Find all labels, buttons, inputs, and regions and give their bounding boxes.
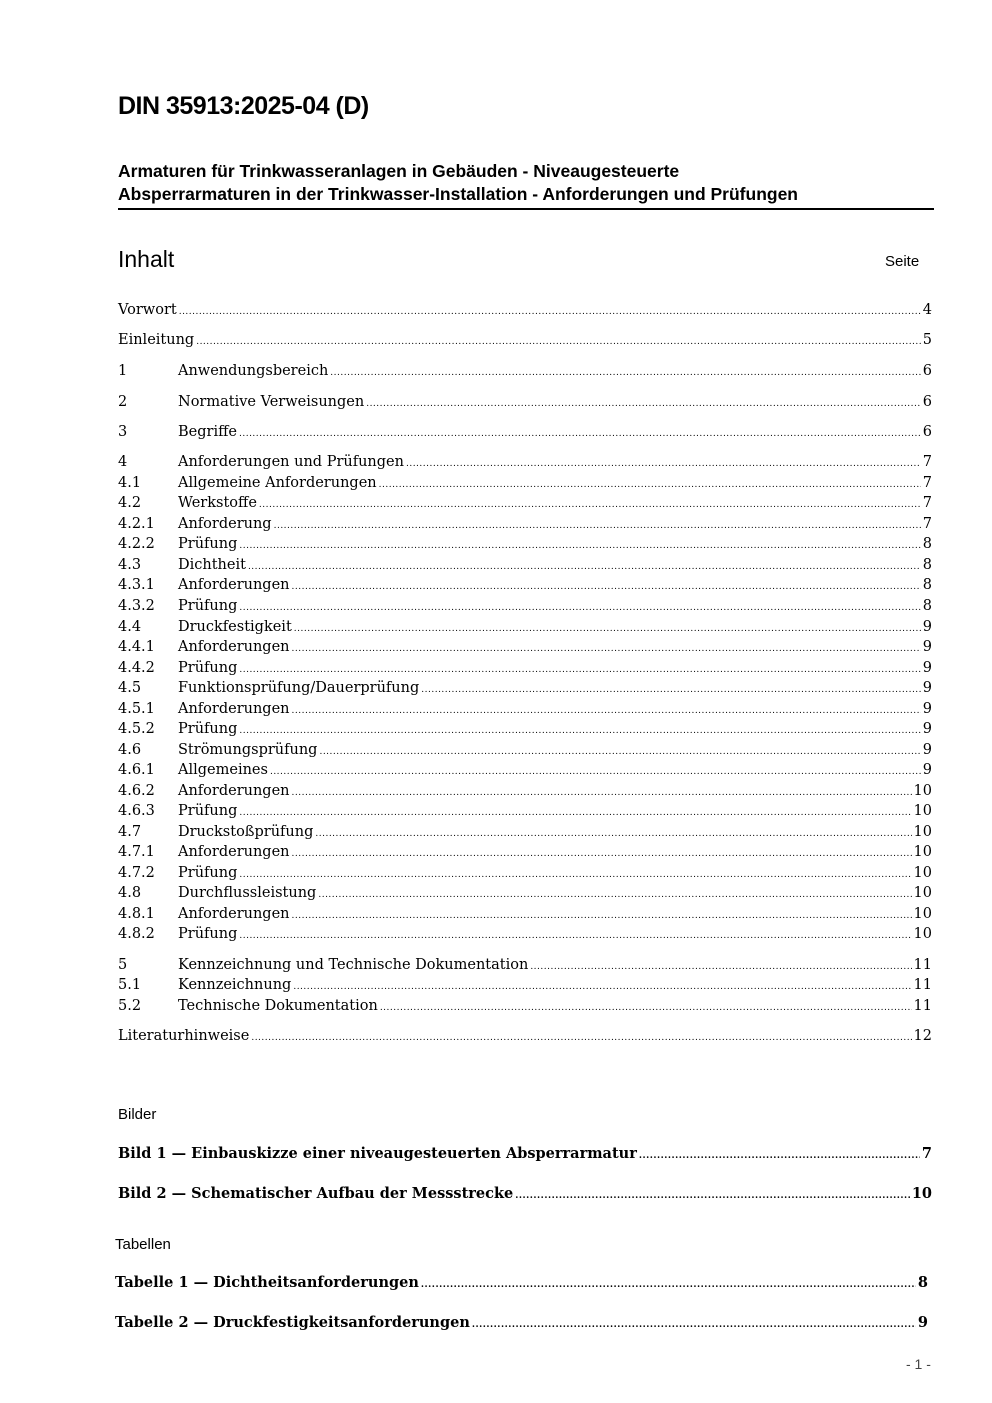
- leader-dots: [530, 962, 911, 972]
- leader-dots: [294, 624, 921, 634]
- toc-entry-title: Anforderungen und Prüfungen: [178, 454, 404, 470]
- leader-dots: [239, 726, 920, 736]
- toc-entry-page: 5: [922, 332, 932, 348]
- toc-entry[interactable]: [118, 516, 932, 536]
- figure-entry[interactable]: [118, 1145, 932, 1165]
- toc-entry[interactable]: [118, 495, 932, 515]
- leader-dots: [239, 931, 911, 941]
- toc-entry[interactable]: [118, 394, 932, 414]
- toc-entry[interactable]: [118, 639, 932, 659]
- toc-entry-number: 5.2: [118, 998, 142, 1014]
- toc-entry[interactable]: [118, 424, 932, 444]
- subtitle-line-1: Armaturen für Trinkwasseranlagen in Gebäuden - Niveaugesteuerte: [118, 161, 680, 181]
- toc-entry[interactable]: [118, 536, 932, 556]
- toc-entry-page: 11: [913, 957, 932, 973]
- leader-dots: [380, 1003, 912, 1013]
- leader-dots: [515, 1191, 910, 1201]
- leader-dots: [239, 541, 920, 551]
- toc-entry[interactable]: [118, 742, 932, 762]
- toc-entry-page: 8: [922, 557, 932, 573]
- toc-entry-number: 4.4.1: [118, 639, 155, 655]
- leader-dots: [196, 337, 921, 347]
- toc-entry-page: 10: [913, 906, 932, 922]
- toc-entry-page: 11: [913, 998, 932, 1014]
- toc-entry[interactable]: [118, 998, 932, 1018]
- toc-entry-page: 7: [922, 516, 932, 532]
- leader-dots: [330, 368, 920, 378]
- toc-entry-page: 10: [913, 824, 932, 840]
- toc-entry[interactable]: [118, 803, 932, 823]
- toc-entry-number: 4.3: [118, 557, 142, 573]
- toc-entry[interactable]: [118, 1028, 932, 1048]
- figure-entry-page: 7: [921, 1145, 932, 1162]
- leader-dots: [239, 429, 921, 439]
- toc-entry[interactable]: [118, 557, 932, 577]
- toc-entry-title: Prüfung: [178, 598, 238, 614]
- toc-entry-title: Prüfung: [178, 721, 238, 737]
- toc-entry-number: 3: [118, 424, 128, 440]
- leader-dots: [406, 459, 921, 469]
- table-entry[interactable]: [115, 1314, 928, 1334]
- leader-dots: [292, 911, 912, 921]
- toc-entry-page: 8: [922, 536, 932, 552]
- toc-page-column-label: Seite: [885, 253, 920, 270]
- toc-entry-title: Anforderungen: [178, 577, 290, 593]
- figure-entry-title: Bild 1 — Einbauskizze einer niveaugesteuerten Absperrarmatur: [118, 1145, 637, 1162]
- subtitle-line-2: Absperrarmaturen in der Trinkwasser-Installation - Anforderungen und Prüfungen: [118, 184, 798, 204]
- toc-entry-page: 11: [913, 977, 932, 993]
- toc-entry[interactable]: [118, 619, 932, 639]
- toc-entry-title: Durchflussleistung: [178, 885, 317, 901]
- toc-entry-title: Anforderungen: [178, 906, 290, 922]
- toc-entry-page: 6: [922, 424, 932, 440]
- toc-entry-page: 4: [922, 302, 932, 318]
- toc-entry-number: 4.2.2: [118, 536, 155, 552]
- leader-dots: [292, 849, 912, 859]
- toc-entry-title: Literaturhinweise: [118, 1028, 250, 1044]
- toc-entry[interactable]: [118, 783, 932, 803]
- toc-entry-title: Normative Verweisungen: [178, 394, 365, 410]
- toc-entry[interactable]: [118, 906, 932, 926]
- toc-heading: Inhalt: [118, 246, 175, 272]
- toc-entry-page: 8: [922, 577, 932, 593]
- toc-entry[interactable]: [118, 332, 932, 352]
- toc-entry[interactable]: [118, 957, 932, 977]
- leader-dots: [179, 307, 921, 317]
- toc-entry[interactable]: [118, 363, 932, 383]
- toc-entry-page: 7: [922, 495, 932, 511]
- tables-heading: Tabellen: [115, 1236, 171, 1253]
- toc-entry-number: 4.6.1: [118, 762, 155, 778]
- leader-dots: [248, 562, 921, 572]
- toc-entry-number: 4.2.1: [118, 516, 155, 532]
- toc-entry[interactable]: [118, 701, 932, 721]
- leader-dots: [292, 706, 921, 716]
- leader-dots: [251, 1033, 911, 1043]
- toc-entry-title: Funktionsprüfung/Dauerprüfung: [178, 680, 420, 696]
- document-title: DIN 35913:2025-04 (D): [118, 92, 369, 120]
- toc-entry-title: Kennzeichnung und Technische Dokumentation: [178, 957, 529, 973]
- toc-entry[interactable]: [118, 824, 932, 844]
- toc-entry-page: 10: [913, 926, 932, 942]
- table-entry-title: Tabelle 1 — Dichtheitsanforderungen: [115, 1274, 419, 1291]
- leader-dots: [239, 808, 911, 818]
- leader-dots: [639, 1151, 920, 1161]
- leader-dots: [379, 480, 921, 490]
- leader-dots: [292, 644, 921, 654]
- table-entry-page: 9: [917, 1314, 928, 1331]
- leader-dots: [421, 685, 921, 695]
- toc-entry-page: 8: [922, 598, 932, 614]
- toc-entry[interactable]: [118, 885, 932, 905]
- toc-entry-page: 12: [913, 1028, 932, 1044]
- toc-entry-page: 10: [913, 885, 932, 901]
- leader-dots: [319, 747, 920, 757]
- toc-entry-title: Einleitung: [118, 332, 195, 348]
- toc-entry-title: Anforderungen: [178, 639, 290, 655]
- leader-dots: [292, 582, 921, 592]
- figure-entry-page: 10: [911, 1185, 932, 1202]
- toc-entry-number: 4.3.1: [118, 577, 155, 593]
- leader-dots: [315, 829, 911, 839]
- toc-entry[interactable]: [118, 475, 932, 495]
- leader-dots: [259, 500, 921, 510]
- leader-dots: [239, 870, 911, 880]
- toc-entry-title: Anforderungen: [178, 844, 290, 860]
- leader-dots: [239, 665, 920, 675]
- toc-entry-page: 10: [913, 865, 932, 881]
- leader-dots: [292, 788, 912, 798]
- page-number: - 1 -: [906, 1356, 931, 1372]
- toc-entry-title: Prüfung: [178, 660, 238, 676]
- toc-entry-number: 4.5: [118, 680, 142, 696]
- toc-entry-number: 4.3.2: [118, 598, 155, 614]
- table-entry-title: Tabelle 2 — Druckfestigkeitsanforderungen: [115, 1314, 470, 1331]
- toc-entry[interactable]: [118, 926, 932, 946]
- toc-entry-page: 9: [922, 721, 932, 737]
- leader-dots: [366, 399, 921, 409]
- toc-entry[interactable]: [118, 598, 932, 618]
- toc-entry-number: 4: [118, 454, 128, 470]
- toc-entry-number: 4.1: [118, 475, 142, 491]
- toc-entry-number: 2: [118, 394, 128, 410]
- toc-entry-number: 4.5.1: [118, 701, 155, 717]
- leader-dots: [270, 767, 921, 777]
- toc-entry[interactable]: [118, 865, 932, 885]
- document-subtitle: [118, 160, 934, 210]
- toc-entry-number: 4.8.2: [118, 926, 155, 942]
- toc-entry-page: 9: [922, 619, 932, 635]
- toc-entry-number: 4.4: [118, 619, 142, 635]
- toc-entry-page: 6: [922, 363, 932, 379]
- leader-dots: [472, 1320, 916, 1330]
- leader-dots: [274, 521, 921, 531]
- toc-entry-page: 7: [922, 454, 932, 470]
- toc-entry[interactable]: [118, 680, 932, 700]
- toc-entry-page: 10: [913, 783, 932, 799]
- toc-entry-title: Prüfung: [178, 926, 238, 942]
- toc-entry-title: Anforderungen: [178, 701, 290, 717]
- toc-entry-number: 4.5.2: [118, 721, 155, 737]
- toc-entry-page: 9: [922, 680, 932, 696]
- toc-entry[interactable]: [118, 302, 932, 322]
- toc-entry-number: 4.7.2: [118, 865, 155, 881]
- toc-entry-number: 4.8: [118, 885, 142, 901]
- toc-entry-number: 4.8.1: [118, 906, 155, 922]
- toc-entry-page: 9: [922, 742, 932, 758]
- toc-entry-number: 5.1: [118, 977, 142, 993]
- toc-entry-number: 4.6.3: [118, 803, 155, 819]
- toc-entry-page: 9: [922, 660, 932, 676]
- leader-dots: [318, 890, 911, 900]
- figures-heading: Bilder: [118, 1106, 157, 1123]
- toc-entry-title: Anforderung: [178, 516, 272, 532]
- toc-entry[interactable]: [118, 977, 932, 997]
- toc-entry-title: Strömungsprüfung: [178, 742, 318, 758]
- leader-dots: [293, 982, 911, 992]
- toc-entry-title: Prüfung: [178, 803, 238, 819]
- toc-entry-title: Anforderungen: [178, 783, 290, 799]
- toc-entry-title: Prüfung: [178, 536, 238, 552]
- toc-entry[interactable]: [118, 844, 932, 864]
- toc-entry-page: 6: [922, 394, 932, 410]
- toc-entry[interactable]: [118, 577, 932, 597]
- toc-entry-title: Vorwort: [118, 302, 177, 318]
- toc-entry-number: 4.7.1: [118, 844, 155, 860]
- toc-entry[interactable]: [118, 762, 932, 782]
- toc-entry-page: 10: [913, 803, 932, 819]
- toc-entry-number: 4.2: [118, 495, 142, 511]
- toc-entry[interactable]: [118, 660, 932, 680]
- figure-entry-title: Bild 2 — Schematischer Aufbau der Messstrecke: [118, 1185, 514, 1202]
- toc-entry-number: 1: [118, 363, 128, 379]
- table-entry-page: 8: [917, 1274, 928, 1291]
- toc-entry-title: Allgemeine Anforderungen: [178, 475, 377, 491]
- toc-entry-title: Allgemeines: [178, 762, 268, 778]
- toc-entry-number: 4.4.2: [118, 660, 155, 676]
- toc-entry-title: Druckfestigkeit: [178, 619, 292, 635]
- toc-entry-title: Druckstoßprüfung: [178, 824, 314, 840]
- toc-entry-number: 4.6: [118, 742, 142, 758]
- toc-entry-title: Kennzeichnung: [178, 977, 292, 993]
- toc-entry-page: 10: [913, 844, 932, 860]
- toc-entry-title: Dichtheit: [178, 557, 246, 573]
- toc-entry-page: 9: [922, 701, 932, 717]
- toc-entry-page: 7: [922, 475, 932, 491]
- toc-entry-title: Technische Dokumentation: [178, 998, 378, 1014]
- toc-entry-title: Anwendungsbereich: [178, 363, 329, 379]
- toc-entry-title: Werkstoffe: [178, 495, 257, 511]
- toc-entry-page: 9: [922, 639, 932, 655]
- table-entry[interactable]: [115, 1274, 928, 1294]
- toc-entry-title: Prüfung: [178, 865, 238, 881]
- toc-entry-number: 4.7: [118, 824, 142, 840]
- figure-entry[interactable]: [118, 1185, 932, 1205]
- leader-dots: [239, 603, 920, 613]
- toc-entry-number: 4.6.2: [118, 783, 155, 799]
- leader-dots: [421, 1280, 916, 1290]
- toc-entry-page: 9: [922, 762, 932, 778]
- toc-entry-number: 5: [118, 957, 128, 973]
- toc-entry[interactable]: [118, 721, 932, 741]
- toc-entry-title: Begriffe: [178, 424, 237, 440]
- toc-entry[interactable]: [118, 454, 932, 474]
